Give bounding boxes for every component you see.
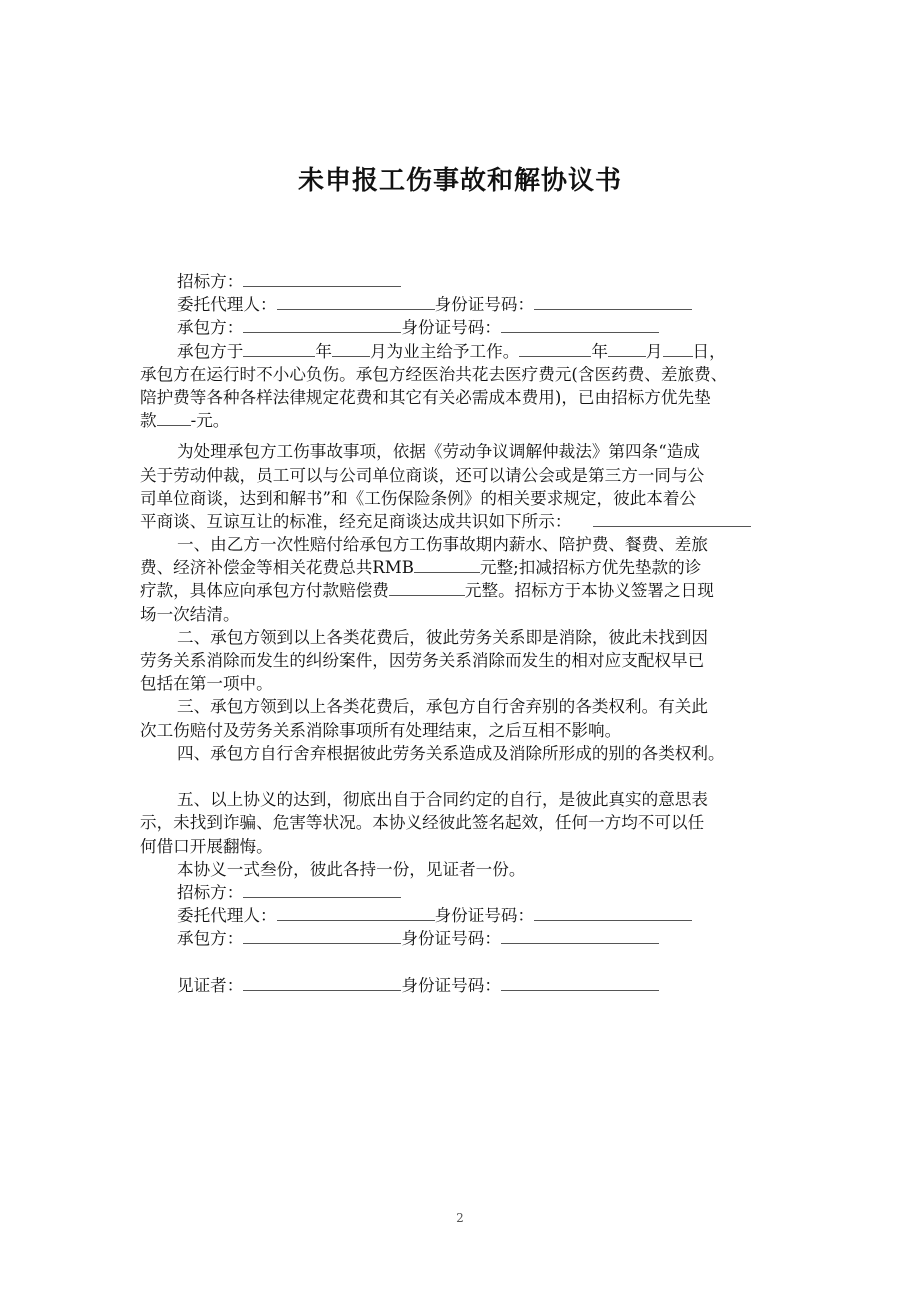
agent-blank	[277, 294, 435, 310]
sign-party-a-label: 招标方：	[177, 882, 244, 902]
sign-party-b-id-blank	[501, 928, 659, 944]
page-number: 2	[456, 1211, 464, 1225]
clause-1-text: 费、经济补偿金等相关花费总共RMB	[140, 558, 414, 578]
agent-id-label: 身份证号码：	[434, 295, 535, 315]
clause-3-line-2: 次工伤赔付及劳务关系消除事项所有处理结束，之后互相不影响。	[140, 720, 622, 740]
compensation-blank	[389, 580, 465, 596]
document-body	[140, 270, 780, 997]
party-b-id-blank	[501, 317, 659, 333]
sign-agent-field	[140, 904, 780, 927]
clause-1-line-2	[140, 556, 780, 579]
clause-2-line-1: 二、承包方领到以上各类花费后，彼此劳务关系即是消除，彼此未找到因	[177, 627, 708, 647]
intro-text: 年	[315, 341, 332, 361]
clause-5-line-2: 示，未找到诈骗、危害等状况。本协义经彼此签名起效，任何一方均不可以任	[140, 813, 705, 833]
year-blank	[243, 341, 315, 357]
sign-witness-id-label: 身份证号码：	[401, 975, 501, 995]
intro-line-3: 陪护费等各种各样法律规定花费和其它有关必需成本费用)，已由招标方优先垫	[140, 387, 711, 407]
party-a-field	[140, 270, 780, 293]
copies-statement: 本协义一式叁份，彼此各持一份，见证者一份。	[177, 859, 526, 879]
intro-line-2: 承包方在运行时不小心负伤。承包方经医治共花去医疗费元(含医药费、差旅费、	[140, 364, 728, 384]
basis-line-3: 司单位商谈，达到和解书”和《工伤保险条例》的相关要求规定，彼此本着公	[140, 488, 697, 508]
clause-3-line-1: 三、承包方领到以上各类花费后，承包方自行舍弃别的各类权利。有关此	[177, 697, 708, 717]
sign-party-b-field	[140, 927, 780, 950]
intro-text: 承包方于	[177, 341, 244, 361]
intro-text: -元。	[190, 411, 230, 431]
party-b-id-label: 身份证号码：	[401, 318, 501, 338]
agent-label: 委托代理人：	[177, 295, 277, 315]
clause-1-line-4: 场一次结清。	[140, 604, 240, 624]
clause-5-line-1: 五、以上协义的达到，彻底出自于合同约定的自行，是彼此真实的意思表	[177, 790, 708, 810]
sign-party-b-id-label: 身份证号码：	[401, 929, 501, 949]
basis-text: 平商谈、互谅互让的标准，经充足商谈达成共识如下所示：	[140, 511, 572, 531]
party-b-blank	[243, 317, 401, 333]
sign-agent-id-blank	[534, 905, 692, 921]
sign-witness-id-blank	[501, 975, 659, 991]
sign-witness-field	[140, 974, 780, 997]
party-b-field	[140, 316, 780, 339]
rmb-amount-blank	[414, 557, 480, 573]
basis-line-1: 为处理承包方工伤事故事项，依据《劳动争议调解仲裁法》第四条“造成	[177, 442, 700, 462]
sign-agent-id-label: 身份证号码：	[434, 906, 535, 926]
intro-line-1	[140, 340, 780, 363]
sign-party-b-blank	[243, 928, 401, 944]
basis-line-2: 关于劳动仲裁，员工可以与公司单位商谈，还可以请公会或是第三方一同与公	[140, 465, 705, 485]
month-blank	[608, 341, 646, 357]
year-blank	[519, 341, 591, 357]
party-a-label: 招标方：	[177, 272, 244, 291]
sign-witness-label: 见证者：	[177, 975, 244, 995]
clause-1-text: 元整;扣减招标方优先垫款的诊	[480, 558, 702, 578]
day-blank	[663, 341, 693, 357]
intro-text: 款	[140, 411, 157, 431]
clause-4-line-1: 四、承包方自行舍弃根据彼此劳务关系造成及消除所形成的别的各类权利。	[177, 743, 725, 763]
clause-5-line-3: 何借口开展翻悔。	[140, 836, 273, 856]
clause-1-text: 元整。招标方于本协义签署之日现	[464, 581, 714, 601]
clause-1-line-1: 一、由乙方一次性赔付给承包方工伤事故期内薪水、陪护费、餐费、差旅	[177, 535, 708, 555]
clause-1-line-3	[140, 579, 780, 602]
intro-text: 日，	[692, 341, 726, 361]
sign-party-a-field	[140, 881, 780, 904]
sign-agent-blank	[277, 905, 435, 921]
sign-party-a-blank	[243, 882, 401, 898]
month-blank	[332, 341, 370, 357]
agreement-blank	[593, 511, 751, 527]
agent-id-blank	[534, 294, 692, 310]
intro-text: 月为业主给予工作。	[369, 341, 520, 361]
party-a-blank	[243, 271, 401, 287]
intro-text: 年	[591, 341, 608, 361]
party-b-label: 承包方：	[177, 318, 244, 338]
agent-field	[140, 293, 780, 316]
sign-witness-blank	[243, 975, 401, 991]
sign-party-b-label: 承包方：	[177, 929, 244, 949]
sign-agent-label: 委托代理人：	[177, 906, 277, 926]
clause-2-line-3: 包括在第一项中。	[140, 674, 273, 694]
amount-blank	[157, 410, 191, 426]
clause-2-line-2: 劳务关系消除而发生的纠纷案件，因劳务关系消除而发生的相对应支配权早已	[140, 651, 705, 670]
clause-1-text: 疗款，具体应向承包方付款赔偿费	[140, 581, 389, 601]
basis-line-4	[140, 510, 780, 533]
intro-text: 月	[645, 341, 663, 361]
intro-line-4	[140, 409, 780, 432]
page-title: 未申报工伤事故和解协议书	[297, 166, 622, 196]
